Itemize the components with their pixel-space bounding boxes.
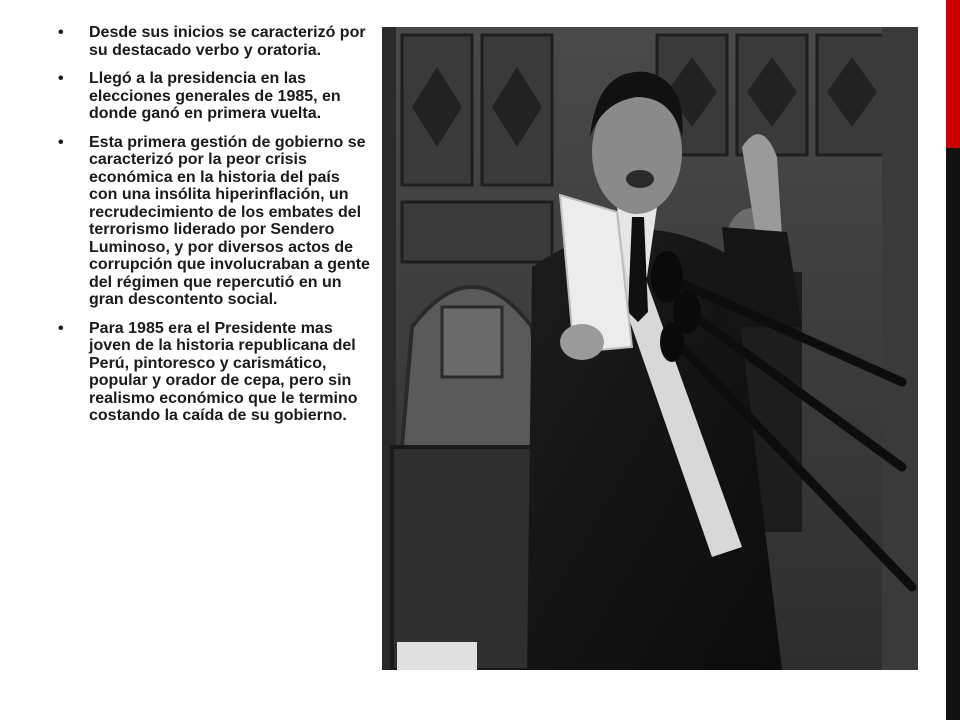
coat-of-arms <box>442 307 502 377</box>
bullet-item <box>58 70 370 123</box>
speaker-mouth <box>626 170 654 188</box>
bullet-text: Esta primera gestión de gobierno se caracterizó por la peor crisis económica en la historia del país con una insólita hiperinflación, un recrudecimiento de los embates del terrorismo liderado por Sendero Luminoso, y por diversos actos de corrupción que involucraban a gente del régimen que repercutió en un gran descontento social. <box>89 133 370 308</box>
bullet-list <box>58 24 370 436</box>
bullet-text: Para 1985 era el Presidente mas joven de la historia republicana del Perú, pintoresco y carismático, popular y orador de cepa, pero sin realismo económico que le termino costando la caída de su gobierno. <box>89 319 358 424</box>
photo-illustration <box>382 27 918 670</box>
bullet-symbol: • <box>58 70 64 87</box>
bullet-symbol: • <box>58 319 64 337</box>
historical-photo <box>382 27 918 670</box>
bullet-text: Desde sus inicios se caracterizó por su destacado verbo y oratoria. <box>89 24 366 59</box>
bullet-item <box>58 134 370 309</box>
bullet-symbol: • <box>58 133 64 151</box>
bullet-item <box>58 320 370 425</box>
desk-papers <box>397 642 477 670</box>
bullet-symbol: • <box>58 24 64 41</box>
bullet-text: Llegó a la presidencia en las elecciones generales de 1985, en donde ganó en primera vuelta. <box>89 70 341 122</box>
right-accent-red <box>946 0 960 148</box>
holding-hand <box>560 324 604 360</box>
bullet-item <box>58 24 370 59</box>
